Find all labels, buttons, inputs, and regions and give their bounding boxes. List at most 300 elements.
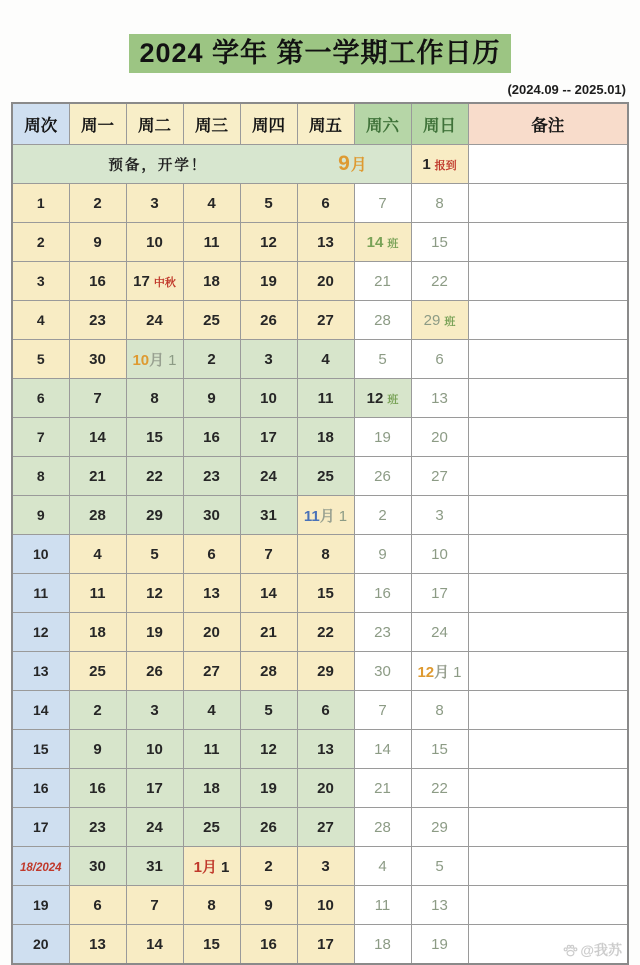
day-cell: [240, 769, 297, 808]
cell-text: 23: [203, 467, 220, 485]
cell-text: 30: [89, 350, 106, 368]
cell-text: 3: [321, 857, 330, 875]
day-cell: [240, 925, 297, 965]
day-cell: [69, 574, 126, 613]
day-cell: [69, 808, 126, 847]
day-cell: [126, 613, 183, 652]
header-row: [12, 103, 628, 145]
header-wed: 周三: [183, 103, 240, 145]
day-cell: [354, 652, 411, 691]
note-cell: [468, 886, 628, 925]
cell-text: 1: [422, 155, 431, 173]
day-cell: [69, 886, 126, 925]
day-cell: [411, 886, 468, 925]
note-cell: [468, 847, 628, 886]
cell-text: 11: [89, 584, 106, 602]
table-row: [12, 262, 628, 301]
cell-text: 29: [146, 506, 163, 524]
day-cell: [69, 535, 126, 574]
day-cell: [354, 340, 411, 379]
day-cell: [240, 730, 297, 769]
day-cell: [183, 535, 240, 574]
note-cell: [468, 691, 628, 730]
cell-text: 14: [89, 428, 106, 446]
watermark: [563, 940, 622, 960]
week-cell: [12, 886, 69, 925]
day-cell: [297, 457, 354, 496]
day-cell: [183, 886, 240, 925]
cell-text: 5: [264, 194, 273, 212]
cell-text: 8: [435, 701, 444, 719]
cell-text: 13: [317, 740, 334, 758]
cell-text: 25: [203, 311, 220, 329]
day-cell: [354, 574, 411, 613]
day-cell: [126, 535, 183, 574]
cell-text: 3: [150, 701, 159, 719]
table-row: [12, 808, 628, 847]
day-cell: [183, 730, 240, 769]
week-cell: [12, 613, 69, 652]
day-cell: [411, 457, 468, 496]
week-cell: [12, 418, 69, 457]
day-cell: [411, 652, 468, 691]
cell-text: 10: [132, 351, 150, 369]
week-cell: [12, 652, 69, 691]
cell-text: 11: [203, 233, 220, 251]
cell-text: 20: [431, 428, 448, 446]
day-cell: [183, 769, 240, 808]
cell-text: 13: [431, 896, 448, 914]
day-cell: [297, 886, 354, 925]
cell-text: 14: [366, 233, 384, 251]
cell-text: 27: [203, 662, 220, 680]
day-cell: [69, 340, 126, 379]
day-cell: [354, 418, 411, 457]
cell-text: 31: [146, 857, 163, 875]
cell-text: 11: [33, 584, 49, 601]
cell-text: 28: [260, 662, 277, 680]
day-cell: [183, 223, 240, 262]
table-row: [12, 379, 628, 418]
day-cell: [240, 457, 297, 496]
cell-text: 29: [431, 818, 448, 836]
cell-text: 23: [374, 623, 391, 641]
cell-text: 9: [207, 389, 216, 407]
cell-text: 2: [93, 701, 102, 719]
date-range: (2024.09 -- 2025.01): [507, 82, 626, 98]
cell-text: 4: [207, 194, 216, 212]
day-cell: [354, 847, 411, 886]
table-row: [12, 496, 628, 535]
cell-text: 2: [378, 506, 387, 524]
day-cell: [183, 301, 240, 340]
cell-text: 月: [319, 507, 335, 525]
cell-text: 12: [417, 663, 435, 681]
header-fri: 周五: [297, 103, 354, 145]
cell-text: 9: [378, 545, 387, 563]
cell-text: 13: [203, 584, 220, 602]
cell-text: 11: [203, 740, 220, 758]
day-cell: [297, 613, 354, 652]
cell-text: 6: [93, 896, 102, 914]
week-cell: [12, 184, 69, 223]
table-row: [12, 847, 628, 886]
table-row: [12, 535, 628, 574]
cell-text: 24: [431, 623, 448, 641]
day-cell: [297, 808, 354, 847]
cell-text: 12: [32, 623, 49, 640]
cell-text: 11: [317, 389, 334, 407]
cell-text: 14: [32, 701, 49, 718]
cell-text: 23: [89, 311, 106, 329]
page-title: 2024 学年 第一学期工作日历: [129, 34, 510, 73]
cell-text: 1: [193, 858, 202, 876]
cell-text: 15: [32, 740, 49, 757]
day-cell: [126, 457, 183, 496]
cell-text: 18: [317, 428, 334, 446]
cell-text: 19: [260, 779, 277, 797]
day-cell: [411, 691, 468, 730]
cell-text: 5: [435, 857, 444, 875]
cell-text: 22: [317, 623, 334, 641]
day-cell: [126, 730, 183, 769]
note-cell: [468, 496, 628, 535]
cell-text: 1: [36, 194, 45, 211]
cell-text: 报到: [434, 159, 457, 172]
cell-text: 3: [150, 194, 159, 212]
week-cell: [12, 925, 69, 965]
cell-text: 7: [378, 194, 387, 212]
day-cell: [297, 730, 354, 769]
cell-text: 2: [36, 233, 45, 250]
day-cell: [69, 262, 126, 301]
day-cell: [411, 613, 468, 652]
cell-text: 16: [374, 584, 391, 602]
cell-text: 13: [89, 935, 106, 953]
table-row: [12, 691, 628, 730]
cell-text: 17: [260, 428, 277, 446]
cell-text: 8: [207, 896, 216, 914]
day-cell: [354, 379, 411, 418]
cell-text: 13: [317, 233, 334, 251]
note-cell: [468, 652, 628, 691]
day-cell: [69, 847, 126, 886]
cell-text: 20: [203, 623, 220, 641]
week-cell: [12, 574, 69, 613]
day-cell: [69, 925, 126, 965]
day-cell: [297, 379, 354, 418]
cell-text: 4: [321, 350, 330, 368]
cell-text: 11: [303, 507, 320, 525]
note-cell: [468, 769, 628, 808]
day-cell: [69, 769, 126, 808]
paw-icon: [563, 943, 578, 958]
cell-text: 28: [89, 506, 106, 524]
day-cell: [354, 262, 411, 301]
cell-text: 27: [317, 818, 334, 836]
week-cell: [12, 262, 69, 301]
cell-text: 25: [203, 818, 220, 836]
cell-text: 1: [221, 858, 230, 876]
cell-text: 3: [36, 272, 45, 289]
day-cell: [183, 691, 240, 730]
cell-text: 26: [374, 467, 391, 485]
day-cell: [297, 418, 354, 457]
day-cell: [240, 223, 297, 262]
cell-text: 15: [431, 233, 448, 251]
day-cell: [354, 613, 411, 652]
cell-text: 8: [435, 194, 444, 212]
day-cell: [183, 262, 240, 301]
day-cell: [183, 418, 240, 457]
note-cell: [468, 613, 628, 652]
day-cell: [411, 301, 468, 340]
day-cell: [69, 418, 126, 457]
cell-text: 15: [431, 740, 448, 758]
header-week: 周次: [12, 103, 69, 145]
day-cell: [297, 262, 354, 301]
cell-text: 月: [434, 663, 450, 681]
cell-text: 19: [431, 935, 448, 953]
day-cell: [240, 418, 297, 457]
table-row: [12, 574, 628, 613]
cell-text: 7: [264, 545, 273, 563]
day-cell: [240, 340, 297, 379]
cell-text: 28: [374, 311, 391, 329]
cell-text: 10: [146, 740, 163, 758]
cell-text: 27: [431, 467, 448, 485]
cell-text: 22: [146, 467, 163, 485]
cell-text: 12: [260, 740, 277, 758]
cell-text: 12: [260, 233, 277, 251]
cell-text: 9: [264, 896, 273, 914]
table-row: [12, 613, 628, 652]
day-cell: [183, 808, 240, 847]
cell-text: 16: [89, 779, 106, 797]
day-cell: [411, 340, 468, 379]
cell-text: 月: [149, 351, 165, 369]
day-cell: [354, 730, 411, 769]
cell-text: 17: [317, 935, 334, 953]
cell-text: 5: [36, 350, 45, 367]
cell-text: 25: [317, 467, 334, 485]
cell-text: 17: [133, 272, 150, 290]
day-cell: [69, 691, 126, 730]
day-cell: [126, 652, 183, 691]
week-cell: [12, 301, 69, 340]
note-cell: [468, 340, 628, 379]
cell-text: 30: [89, 857, 106, 875]
table-row: [12, 184, 628, 223]
day-cell: [69, 223, 126, 262]
cell-text: 14: [146, 935, 163, 953]
day-cell: [126, 847, 183, 886]
cell-text: 8: [321, 545, 330, 563]
day-cell: [240, 808, 297, 847]
cell-text: 2: [264, 857, 273, 875]
cell-text: 10: [32, 545, 49, 562]
day-cell: [411, 223, 468, 262]
day-cell: [411, 808, 468, 847]
cell-text: 2: [93, 194, 102, 212]
day-cell: [69, 652, 126, 691]
week-cell: [12, 847, 69, 886]
day-cell: [411, 262, 468, 301]
cell-text: 中秋: [153, 276, 176, 289]
cell-text: 18/2024: [19, 861, 62, 874]
day-cell: [354, 925, 411, 965]
cell-text: 17: [32, 818, 49, 835]
day-cell: [354, 769, 411, 808]
month-label-september: 9月: [338, 152, 367, 176]
week-cell: [12, 691, 69, 730]
cell-text: 16: [32, 779, 49, 796]
day-cell: [69, 730, 126, 769]
day-cell: [126, 808, 183, 847]
note-cell: [468, 418, 628, 457]
day-cell: [411, 379, 468, 418]
cell-text: 24: [260, 467, 277, 485]
note-cell: [468, 145, 628, 184]
day-cell: [297, 223, 354, 262]
day-cell: [240, 652, 297, 691]
table-row: [12, 730, 628, 769]
header-sat: 周六: [354, 103, 411, 145]
day-cell: [126, 574, 183, 613]
header-note: 备注: [468, 103, 628, 145]
note-cell: [468, 301, 628, 340]
calendar-table: [11, 102, 629, 965]
cell-text: 6: [321, 701, 330, 719]
cell-text: 11: [374, 896, 391, 914]
cell-text: 19: [260, 272, 277, 290]
cell-text: 9: [93, 740, 102, 758]
day-cell: [297, 652, 354, 691]
cell-text: 1: [453, 663, 462, 681]
day-cell: [183, 847, 240, 886]
cell-text: 18: [374, 935, 391, 953]
day-cell: [240, 301, 297, 340]
day-cell: [411, 730, 468, 769]
day-cell: [297, 847, 354, 886]
cell-text: 1: [168, 351, 177, 369]
note-cell: [468, 184, 628, 223]
cell-text: 13: [32, 662, 49, 679]
month-band-row: [12, 145, 628, 184]
cell-text: 22: [431, 779, 448, 797]
day-cell: [183, 496, 240, 535]
day-cell: [411, 496, 468, 535]
watermark-text: @我苏: [580, 942, 622, 959]
cell-text: 21: [89, 467, 106, 485]
day-cell: [69, 457, 126, 496]
cell-text: 30: [374, 662, 391, 680]
cell-text: 21: [374, 779, 391, 797]
day-cell: [126, 223, 183, 262]
week-cell: [12, 535, 69, 574]
cell-text: 15: [317, 584, 334, 602]
cell-text: 24: [146, 311, 163, 329]
day-cell: [297, 769, 354, 808]
day-cell: [354, 496, 411, 535]
week-cell: [12, 457, 69, 496]
note-cell: [468, 223, 628, 262]
day-cell: [126, 418, 183, 457]
note-cell: [468, 574, 628, 613]
cell-text: 4: [93, 545, 102, 563]
day-cell: [240, 886, 297, 925]
week-cell: [12, 340, 69, 379]
day-cell: [183, 613, 240, 652]
cell-text: 14: [260, 584, 277, 602]
note-cell: [468, 730, 628, 769]
cell-text: 6: [321, 194, 330, 212]
cell-text: 8: [150, 389, 159, 407]
cell-text: 6: [207, 545, 216, 563]
day-cell: [354, 808, 411, 847]
cell-text: 10: [260, 389, 277, 407]
cell-text: 7: [378, 701, 387, 719]
day-cell: [126, 496, 183, 535]
cell-text: 7: [93, 389, 102, 407]
cell-text: 班: [444, 315, 456, 328]
day-cell: [126, 379, 183, 418]
cell-text: 5: [264, 701, 273, 719]
cell-text: 19: [32, 896, 49, 913]
header-mon: 周一: [69, 103, 126, 145]
cell-text: 8: [36, 467, 45, 484]
cell-text: 9: [93, 233, 102, 251]
day-cell: [411, 535, 468, 574]
cell-text: 17: [146, 779, 163, 797]
cell-text: 9: [36, 506, 45, 523]
cell-text: 17: [431, 584, 448, 602]
cell-text: 24: [146, 818, 163, 836]
cell-text: 26: [146, 662, 163, 680]
day-cell: [411, 418, 468, 457]
week-cell: [12, 808, 69, 847]
day-cell: [240, 184, 297, 223]
day-cell: [240, 691, 297, 730]
day-cell: [240, 613, 297, 652]
day-cell: [240, 847, 297, 886]
cell-text: 20: [32, 935, 49, 952]
day-cell: [126, 184, 183, 223]
cell-text: 5: [150, 545, 159, 563]
day-cell: [126, 301, 183, 340]
week-cell: [12, 496, 69, 535]
cell-text: 7: [36, 428, 45, 445]
cell-text: 21: [374, 272, 391, 290]
day-cell: [240, 262, 297, 301]
month-band-cell: [12, 145, 411, 184]
header-tue: 周二: [126, 103, 183, 145]
day-cell: [69, 379, 126, 418]
cell-text: 16: [203, 428, 220, 446]
cell-text: 28: [374, 818, 391, 836]
cell-text: 3: [435, 506, 444, 524]
cell-text: 班: [387, 237, 399, 250]
day-cell: [297, 925, 354, 965]
semester-start-note: 预备，开学！: [108, 157, 208, 174]
cell-text: 7: [150, 896, 159, 914]
day-cell: [69, 496, 126, 535]
cell-text: 15: [146, 428, 163, 446]
day-cell: [354, 223, 411, 262]
cell-text: 29: [423, 311, 441, 329]
cell-text: 3: [264, 350, 273, 368]
day-cell: [411, 574, 468, 613]
